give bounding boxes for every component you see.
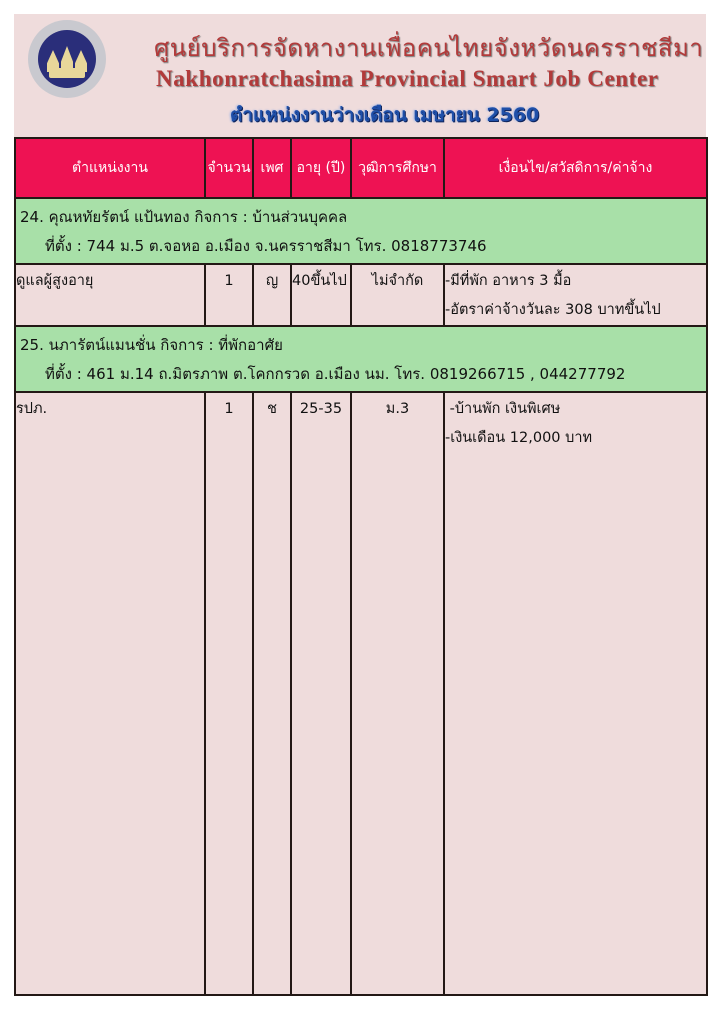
column-header-gender: เพศ xyxy=(253,138,291,198)
employer-name-line: 25. นภารัตน์แมนชั่น กิจการ : ที่พักอาศัย xyxy=(20,336,283,354)
condition-line: -บ้านพัก เงินพิเศษ xyxy=(445,401,561,417)
job-gender: ช xyxy=(253,392,291,995)
job-count: 1 xyxy=(205,264,253,326)
employer-row xyxy=(15,326,707,392)
job-education: ม.3 xyxy=(351,392,444,995)
job-vacancy-table xyxy=(14,137,708,996)
column-header-conditions: เงื่อนไข/สวัสดิการ/ค่าจ้าง xyxy=(444,138,707,198)
job-conditions xyxy=(444,264,707,326)
job-age: 25-35 xyxy=(291,392,351,995)
employer-row xyxy=(15,198,707,264)
center-title-thai: ศูนย์บริการจัดหางานเพื่อคนไทยจังหวัดนครราชสีมา xyxy=(154,34,704,62)
center-title-english: Nakhonratchasima Provincial Smart Job Center xyxy=(156,66,659,91)
column-header-position: ตำแหน่งงาน xyxy=(15,138,205,198)
job-row xyxy=(15,392,707,995)
condition-line: -มีที่พัก อาหาร 3 มื้อ xyxy=(445,273,572,289)
job-age: 40ขึ้นไป xyxy=(291,264,351,326)
column-header-education: วุฒิการศึกษา xyxy=(351,138,444,198)
header-banner xyxy=(14,14,706,137)
provincial-emblem-logo xyxy=(28,20,106,98)
column-header-age: อายุ (ปี) xyxy=(291,138,351,198)
employer-address-line: ที่ตั้ง : 461 ม.14 ถ.มิตรภาพ ต.โคกกรวด อ.เมือง นม. โทร. 0819266715 , 044277792 xyxy=(45,365,626,383)
job-gender: ญ xyxy=(253,264,291,326)
condition-line: -อัตราค่าจ้างวันละ 308 บาทขึ้นไป xyxy=(445,302,661,318)
condition-line: -เงินเดือน 12,000 บาท xyxy=(445,430,593,446)
job-education: ไม่จำกัด xyxy=(351,264,444,326)
job-conditions xyxy=(444,392,707,995)
emblem-icon xyxy=(38,30,96,88)
employer-address-line: ที่ตั้ง : 744 ม.5 ต.จอหอ อ.เมือง จ.นครราชสีมา โทร. 0818773746 xyxy=(45,237,487,255)
employer-name-line: 24. คุณหทัยรัตน์ แป้นทอง กิจการ : บ้านส่วนบุคคล xyxy=(20,208,348,226)
vacancy-month-subtitle: ตำแหน่งงานว่างเดือน เมษายน 2560 xyxy=(230,104,540,126)
job-row xyxy=(15,264,707,326)
job-position: ดูแลผู้สูงอายุ xyxy=(15,264,205,326)
column-header-count: จำนวน xyxy=(205,138,253,198)
table-header-row xyxy=(15,138,707,198)
job-position: รปภ. xyxy=(15,392,205,995)
job-count: 1 xyxy=(205,392,253,995)
job-listing-page xyxy=(14,14,706,996)
